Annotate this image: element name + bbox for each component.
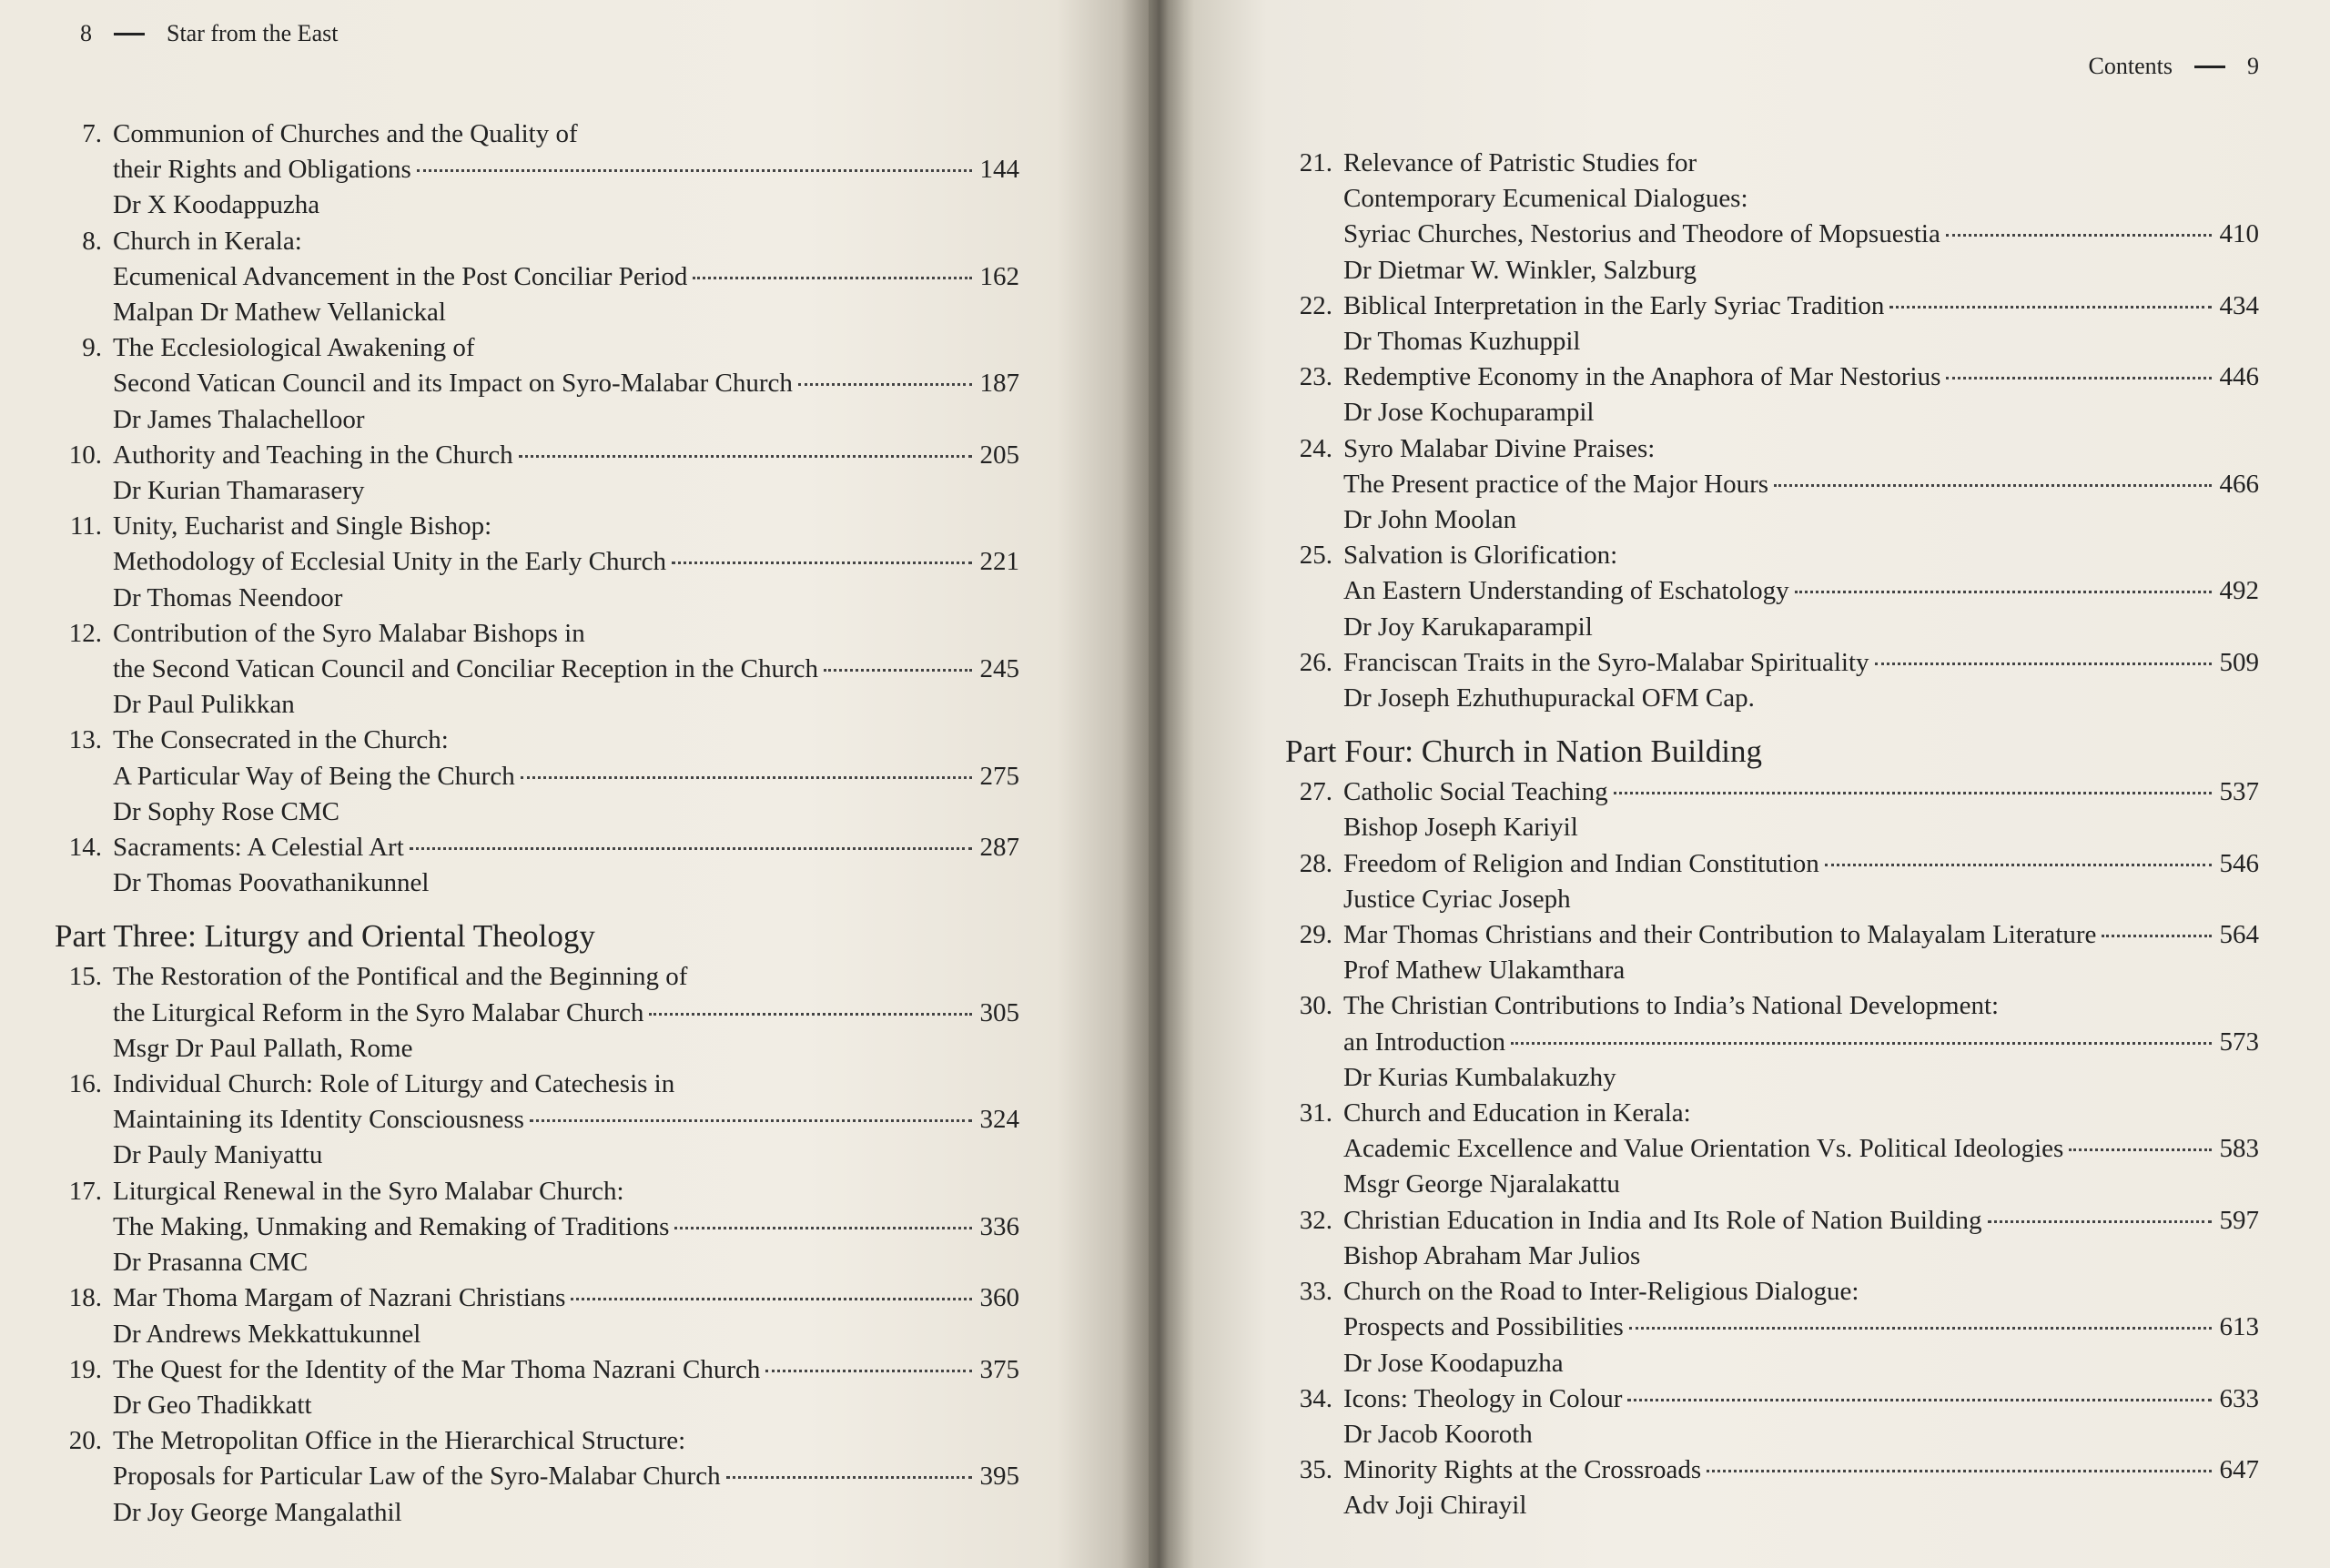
dot-leader (672, 561, 972, 564)
entry-body (1343, 1274, 2259, 1381)
entry-number: 11. (69, 511, 102, 541)
toc-entry (1285, 1381, 2259, 1452)
toc-entry (1285, 988, 2259, 1096)
dot-leader (1795, 591, 2212, 593)
toc-entry (55, 1174, 1019, 1281)
entry-page-number: 446 (2219, 362, 2259, 392)
entry-title-text: Contemporary Ecumenical Dialogues: (1343, 184, 1748, 214)
entry-body (113, 830, 1019, 901)
entry-title-line (1343, 1381, 2259, 1417)
entry-title-text: Maintaining its Identity Consciousness (113, 1105, 524, 1135)
entry-body (1343, 988, 2259, 1096)
entry-title-text: Redemptive Economy in the Anaphora of Mar Nestorius (1343, 362, 1941, 392)
entry-title-line (1343, 217, 2259, 252)
entry-title-line (113, 830, 1019, 865)
entry-title-line (113, 330, 1019, 366)
entry-author: Prof Mathew Ulakamthara (1343, 956, 1626, 986)
dot-leader (1889, 306, 2212, 309)
dot-leader (1988, 1220, 2212, 1223)
entry-author: Dr Paul Pulikkan (113, 690, 295, 720)
toc-entry (1285, 431, 2259, 539)
toc-entry (55, 1352, 1019, 1423)
entry-page-number: 287 (979, 833, 1019, 863)
entry-title-text: An Eastern Understanding of Eschatology (1343, 576, 1789, 606)
entry-page-number: 275 (979, 761, 1019, 791)
entry-page-number: 564 (2219, 920, 2259, 950)
entry-body (113, 509, 1019, 616)
entry-title-line (1343, 988, 2259, 1024)
entry-title-line (1343, 645, 2259, 681)
dot-leader (649, 1013, 972, 1016)
entry-number: 33. (1299, 1277, 1332, 1307)
running-title: Contents (2088, 53, 2173, 79)
entry-title-line (1343, 146, 2259, 181)
entry-title-text: Christian Education in India and Its Role of Nation Building (1343, 1205, 1982, 1235)
dot-leader (519, 455, 972, 458)
entry-title-text: The Present practice of the Major Hours (1343, 469, 1769, 499)
entry-author: Dr Andrews Mekkattukunnel (113, 1319, 421, 1349)
entry-title-text: A Particular Way of Being the Church (113, 761, 515, 791)
entry-page-number: 546 (2219, 848, 2259, 878)
entry-author: Dr James Thalachelloor (113, 404, 365, 434)
entry-title-line (1343, 573, 2259, 609)
entry-page-number: 360 (979, 1283, 1019, 1313)
dot-leader (1629, 1327, 2212, 1330)
toc-entry (55, 830, 1019, 901)
dot-leader (1875, 663, 2212, 665)
toc-entry (55, 509, 1019, 616)
entry-title-line (1343, 181, 2259, 217)
entry-title-line (1343, 1310, 2259, 1345)
page-number: 9 (2247, 53, 2259, 79)
entry-title-text: Liturgical Renewal in the Syro Malabar Church: (113, 1176, 624, 1206)
dot-leader (1825, 864, 2212, 866)
entry-number: 21. (1299, 148, 1332, 177)
entry-number: 31. (1299, 1098, 1332, 1128)
entry-page-number: 221 (979, 547, 1019, 577)
entry-title-text: Mar Thomas Christians and their Contribution to Malayalam Literature (1343, 920, 2097, 950)
header-dash (114, 33, 145, 35)
dot-leader (1946, 234, 2212, 237)
entry-title-line (113, 152, 1019, 187)
entry-title-text: Church on the Road to Inter-Religious Dialogue: (1343, 1277, 1859, 1307)
toc-part-entries (55, 959, 1019, 1530)
entry-author: Malpan Dr Mathew Vellanickal (113, 298, 446, 328)
entry-author: Msgr George Njaralakattu (1343, 1169, 1620, 1199)
dot-leader (824, 669, 972, 672)
entry-title-line (113, 1102, 1019, 1138)
entry-page-number: 583 (2219, 1134, 2259, 1164)
entry-body (1343, 288, 2259, 359)
entry-title-line (1343, 1452, 2259, 1488)
entry-title-line (113, 1209, 1019, 1245)
toc-entry (55, 723, 1019, 830)
entry-page-number: 144 (979, 155, 1019, 185)
entry-author: Dr Joy Karukaparampil (1343, 612, 1593, 642)
entry-title-text: Franciscan Traits in the Syro-Malabar Spirituality (1343, 647, 1869, 677)
entry-title-text: Syro Malabar Divine Praises: (1343, 433, 1656, 463)
entry-title-text: The Quest for the Identity of the Mar Thoma Nazrani Church (113, 1354, 761, 1384)
entry-title-text: Ecumenical Advancement in the Post Conciliar Period (113, 261, 688, 291)
entry-title-text: Methodology of Ecclesial Unity in the Early Church (113, 547, 667, 577)
entry-page-number: 162 (979, 261, 1019, 291)
entry-number: 18. (68, 1283, 102, 1313)
left-page-header (80, 20, 338, 47)
entry-body (1343, 645, 2259, 716)
left-toc (55, 116, 1019, 1531)
entry-number: 19. (68, 1354, 102, 1384)
entry-title-text: The Ecclesiological Awakening of (113, 333, 475, 363)
toc-entry (1285, 359, 2259, 430)
entry-page-number: 613 (2219, 1312, 2259, 1342)
entry-title-line (113, 116, 1019, 152)
entry-title-line (113, 1174, 1019, 1209)
entry-title-text: Church in Kerala: (113, 226, 302, 256)
entry-number: 26. (1299, 647, 1332, 677)
dot-leader (1707, 1470, 2212, 1472)
entry-title-text: Mar Thoma Margam of Nazrani Christians (113, 1283, 566, 1313)
entry-body (113, 959, 1019, 1067)
dot-leader (521, 776, 972, 779)
toc-entry (55, 1423, 1019, 1531)
entry-body (113, 438, 1019, 509)
entry-author: Dr Thomas Kuzhuppil (1343, 327, 1581, 357)
entry-title-text: the Liturgical Reform in the Syro Malabar Church (113, 997, 644, 1027)
entry-page-number: 647 (2219, 1455, 2259, 1485)
entry-title-line (1343, 431, 2259, 467)
toc-entry (1285, 1203, 2259, 1274)
entry-body (113, 616, 1019, 723)
entry-title-text: Prospects and Possibilities (1343, 1312, 1624, 1342)
entry-title-line (113, 259, 1019, 295)
entry-page-number: 597 (2219, 1205, 2259, 1235)
dot-leader (1614, 792, 2212, 794)
entry-title-text: Contribution of the Syro Malabar Bishops in (113, 618, 585, 648)
entry-title-text: an Introduction (1343, 1027, 1505, 1057)
entry-title-line (1343, 774, 2259, 810)
toc-entry (55, 616, 1019, 723)
entry-title-text: The Consecrated in the Church: (113, 725, 449, 755)
toc-entry (1285, 288, 2259, 359)
entry-number: 20. (68, 1426, 102, 1456)
toc-entry (55, 959, 1019, 1067)
dot-leader (2102, 935, 2212, 937)
entry-title-text: Catholic Social Teaching (1343, 777, 1608, 807)
entry-body (113, 1280, 1019, 1351)
entry-number: 24. (1299, 433, 1332, 463)
entry-number: 28. (1299, 848, 1332, 878)
entry-body (1343, 1203, 2259, 1274)
dot-leader (693, 277, 972, 279)
entry-page-number: 336 (979, 1211, 1019, 1241)
entry-title-text: Sacraments: A Celestial Art (113, 833, 404, 863)
entry-author: Dr X Koodappuzha (113, 190, 320, 220)
entry-body (113, 1067, 1019, 1174)
book-gutter-shadow (1121, 0, 1194, 1568)
entry-title-text: Authority and Teaching in the Church (113, 440, 513, 470)
entry-title-text: Minority Rights at the Crossroads (1343, 1455, 1702, 1485)
entry-page-number: 410 (2219, 219, 2259, 249)
entry-number: 22. (1299, 290, 1332, 320)
entry-author: Dr Pauly Maniyattu (113, 1140, 323, 1170)
entry-page-number: 509 (2219, 647, 2259, 677)
entry-number: 13. (68, 725, 102, 755)
entry-title-text: Unity, Eucharist and Single Bishop: (113, 511, 492, 541)
entry-title-text: Church and Education in Kerala: (1343, 1098, 1691, 1128)
entry-title-line (113, 1352, 1019, 1388)
entry-title-line (1343, 1131, 2259, 1167)
entry-number: 34. (1299, 1383, 1332, 1413)
entry-author: Dr Jose Koodapuzha (1343, 1348, 1564, 1378)
entry-title-line (113, 544, 1019, 580)
entry-title-line (113, 1459, 1019, 1494)
entry-title-line (113, 224, 1019, 259)
entry-title-line (1343, 288, 2259, 324)
header-dash (2194, 66, 2225, 68)
entry-title-line (113, 723, 1019, 758)
entry-page-number: 324 (979, 1105, 1019, 1135)
toc-entry (1285, 917, 2259, 988)
left-page (0, 0, 1149, 1568)
entry-title-line (1343, 467, 2259, 502)
entry-title-line (113, 1280, 1019, 1316)
entry-author: Dr Joseph Ezhuthupurackal OFM Cap. (1343, 683, 1755, 713)
entry-body (1343, 1096, 2259, 1203)
dot-leader (2069, 1148, 2212, 1151)
entry-page-number: 305 (979, 997, 1019, 1027)
entry-page-number: 633 (2219, 1383, 2259, 1413)
entry-title-line (1343, 359, 2259, 395)
toc-entry (1285, 645, 2259, 716)
entry-number: 25. (1299, 541, 1332, 571)
entry-number: 23. (1299, 362, 1332, 392)
toc-entry (1285, 1274, 2259, 1381)
toc-entry (55, 116, 1019, 224)
dot-leader (530, 1119, 972, 1122)
entry-number: 17. (68, 1176, 102, 1206)
entry-title-text: Communion of Churches and the Quality of (113, 119, 578, 148)
dot-leader (798, 383, 972, 386)
entry-body (1343, 431, 2259, 539)
dot-leader (1774, 484, 2212, 487)
entry-body (1343, 774, 2259, 845)
entry-body (113, 1174, 1019, 1281)
toc-entry (1285, 774, 2259, 845)
entry-title-line (113, 1423, 1019, 1459)
entry-number: 15. (68, 962, 102, 992)
entry-title-text: Icons: Theology in Colour (1343, 1383, 1623, 1413)
toc-entry (55, 330, 1019, 438)
entry-page-number: 434 (2219, 290, 2259, 320)
entry-title-text: Academic Excellence and Value Orientation Vs. Political Ideologies (1343, 1134, 2064, 1164)
entry-author: Dr Dietmar W. Winkler, Salzburg (1343, 255, 1697, 285)
entry-author: Bishop Abraham Mar Julios (1343, 1240, 1641, 1270)
entry-number: 14. (68, 833, 102, 863)
entry-title-text: their Rights and Obligations (113, 155, 411, 185)
entry-number: 29. (1299, 920, 1332, 950)
dot-leader (571, 1298, 972, 1300)
entry-body (113, 330, 1019, 438)
entry-title-text: The Metropolitan Office in the Hierarchical Structure: (113, 1426, 686, 1456)
entry-author: Bishop Joseph Kariyil (1343, 813, 1578, 843)
entry-title-line (113, 616, 1019, 652)
entry-number: 16. (68, 1069, 102, 1099)
entry-title-line (1343, 917, 2259, 953)
entry-author: Dr Kurias Kumbalakuzhy (1343, 1062, 1616, 1092)
dot-leader (1627, 1399, 2212, 1401)
entry-author: Dr Joy George Mangalathil (113, 1497, 402, 1527)
toc-entry (1285, 846, 2259, 917)
toc-entry (1285, 538, 2259, 645)
running-title: Star from the East (167, 20, 339, 46)
entry-number: 8. (82, 226, 102, 256)
entry-page-number: 395 (979, 1462, 1019, 1492)
entry-number: 32. (1299, 1205, 1332, 1235)
entry-title-line (113, 759, 1019, 794)
page-number: 8 (80, 20, 92, 46)
entry-title-line (1343, 1096, 2259, 1131)
entry-title-line (113, 652, 1019, 687)
entry-author: Dr John Moolan (1343, 505, 1517, 535)
entry-author: Dr Kurian Thamarasery (113, 476, 365, 506)
entry-number: 7. (82, 119, 102, 148)
entry-body (1343, 1452, 2259, 1523)
entry-title-text: The Making, Unmaking and Remaking of Traditions (113, 1211, 670, 1241)
entry-body (113, 224, 1019, 331)
entry-title-text: Freedom of Religion and Indian Constitution (1343, 848, 1819, 878)
entry-title-line (113, 1067, 1019, 1102)
entry-page-number: 466 (2219, 469, 2259, 499)
entry-body (113, 116, 1019, 224)
entry-number: 27. (1299, 777, 1332, 807)
entry-body (113, 1352, 1019, 1423)
entry-title-line (113, 996, 1019, 1031)
entry-title-line (113, 438, 1019, 473)
entry-title-text: Syriac Churches, Nestorius and Theodore of Mopsuestia (1343, 219, 1940, 249)
toc-entry (55, 224, 1019, 331)
toc-entry (55, 1280, 1019, 1351)
entry-number: 30. (1299, 991, 1332, 1021)
entry-author: Justice Cyriac Joseph (1343, 884, 1571, 914)
entry-author: Dr Jacob Kooroth (1343, 1419, 1533, 1449)
dot-leader (410, 847, 972, 850)
right-page-header (2089, 53, 2259, 80)
dot-leader (1511, 1042, 2212, 1045)
entry-author: Dr Thomas Neendoor (113, 582, 343, 612)
right-toc (1285, 146, 2259, 1524)
toc-entry (1285, 1452, 2259, 1523)
dot-leader (674, 1227, 972, 1229)
entry-author: Dr Thomas Poovathanikunnel (113, 868, 430, 898)
entry-body (1343, 1381, 2259, 1452)
entry-title-line (1343, 1274, 2259, 1310)
entry-title-text: Individual Church: Role of Liturgy and Catechesis in (113, 1069, 675, 1099)
entry-body (1343, 146, 2259, 288)
entry-title-line (113, 366, 1019, 401)
entry-author: Dr Sophy Rose CMC (113, 796, 339, 826)
toc-entry (55, 1067, 1019, 1174)
entry-title-text: Proposals for Particular Law of the Syro-Malabar Church (113, 1462, 721, 1492)
entry-page-number: 375 (979, 1354, 1019, 1384)
entry-body (113, 1423, 1019, 1531)
entry-number: 35. (1299, 1455, 1332, 1485)
entry-title-text: Salvation is Glorification: (1343, 541, 1618, 571)
toc-entries (1285, 146, 2259, 716)
entry-number: 9. (82, 333, 102, 363)
toc-part-entries (1285, 774, 2259, 1523)
entry-title-text: The Christian Contributions to India’s National Development: (1343, 991, 2000, 1021)
entry-body (113, 723, 1019, 830)
entry-page-number: 573 (2219, 1027, 2259, 1057)
dot-leader (417, 169, 972, 172)
entry-body (1343, 538, 2259, 645)
toc-entry (55, 438, 1019, 509)
entry-author: Dr Geo Thadikkatt (113, 1390, 312, 1420)
part-title: Part Three: Liturgy and Oriental Theology (55, 918, 595, 955)
entry-body (1343, 917, 2259, 988)
entry-title-text: Biblical Interpretation in the Early Syriac Tradition (1343, 290, 1885, 320)
toc-entry (1285, 1096, 2259, 1203)
entry-author: Dr Jose Kochuparampil (1343, 398, 1595, 428)
entry-body (1343, 846, 2259, 917)
entry-page-number: 245 (979, 654, 1019, 684)
entry-body (1343, 359, 2259, 430)
entry-author: Dr Prasanna CMC (113, 1248, 309, 1278)
dot-leader (1946, 377, 2212, 379)
entry-number: 12. (68, 618, 102, 648)
toc-entries (55, 116, 1019, 901)
entry-title-line (1343, 1203, 2259, 1239)
entry-title-line (1343, 538, 2259, 573)
dot-leader (765, 1370, 972, 1372)
entry-number: 10. (68, 440, 102, 470)
entry-page-number: 492 (2219, 576, 2259, 606)
entry-title-line (1343, 1025, 2259, 1060)
part-title: Part Four: Church in Nation Building (1285, 733, 1763, 770)
entry-title-text: Relevance of Patristic Studies for (1343, 148, 1697, 177)
entry-page-number: 187 (979, 369, 1019, 399)
dot-leader (726, 1476, 972, 1479)
right-page (1149, 0, 2330, 1568)
entry-title-line (113, 959, 1019, 995)
entry-title-text: the Second Vatican Council and Conciliar Reception in the Church (113, 654, 819, 684)
entry-title-text: The Restoration of the Pontifical and the Beginning of (113, 962, 688, 992)
toc-entry (1285, 146, 2259, 288)
entry-title-line (1343, 846, 2259, 882)
entry-author: Msgr Dr Paul Pallath, Rome (113, 1033, 413, 1063)
entry-title-line (113, 509, 1019, 544)
entry-page-number: 537 (2219, 777, 2259, 807)
entry-page-number: 205 (979, 440, 1019, 470)
entry-author: Adv Joji Chirayil (1343, 1491, 1527, 1521)
entry-title-text: Second Vatican Council and its Impact on Syro-Malabar Church (113, 369, 793, 399)
